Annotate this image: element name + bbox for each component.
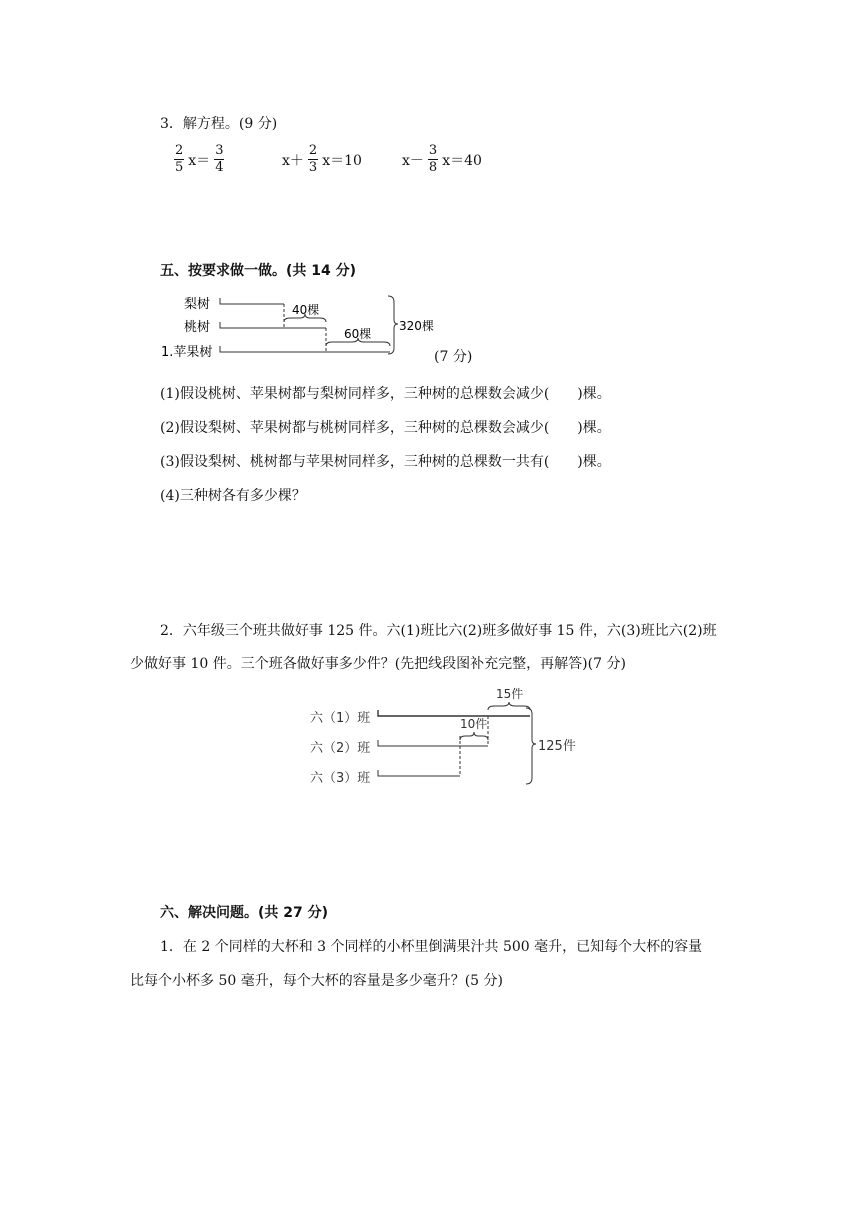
row-label-class-2: 六（2）班 (310, 741, 371, 756)
fraction: $\frac{2}{5}$ (175, 143, 184, 175)
section-6-title: 六、解决问题。(共 27 分) (160, 905, 329, 921)
peach-segment (220, 322, 326, 328)
section-5-title: 五、按要求做一做。(共 14 分) (160, 263, 357, 279)
row-label-class-1: 六（1）班 (310, 711, 371, 726)
row-label-apple: 1.苹果树 (161, 345, 213, 360)
brace-total-2 (526, 708, 536, 784)
equation-2: x＋ $\frac{2}{3}$ x＝10 (282, 143, 362, 175)
apple-segment (220, 346, 390, 352)
fraction: $\frac{3}{4}$ (215, 143, 224, 175)
row-label-peach: 桃树 (184, 320, 211, 335)
diff-label-60: 60棵 (344, 327, 372, 341)
question-3-title: 3．解方程。(9 分) (160, 116, 278, 132)
class-1-segment (378, 710, 530, 716)
class-3-segment (378, 770, 460, 776)
total-label: 320棵 (399, 319, 434, 333)
tree-line-diagram (150, 288, 480, 368)
item-1: (1)假设桃树、苹果树都与梨树同样多，三种树的总棵数会减少( )棵。 (160, 386, 611, 402)
class-line-diagram (300, 682, 600, 792)
class-2-segment (378, 740, 488, 746)
row-label-class-3: 六（3）班 (310, 771, 371, 786)
fraction: $\frac{2}{3}$ (308, 143, 318, 175)
question-2-line-1: 2．六年级三个班共做好事 125 件。六(1)班比六(2)班多做好事 15 件，六(3)班比六(2)班 (160, 623, 717, 639)
diff-label-15: 15件 (496, 687, 524, 701)
item-2: (2)假设梨树、苹果树都与桃树同样多，三种树的总棵数会减少( )棵。 (160, 420, 611, 436)
score-7: (7 分) (434, 349, 473, 365)
section-6-q1-line-1: 1．在 2 个同样的大杯和 3 个同样的小杯里倒满果汁共 500 毫升，已知每个大杯的容量 (160, 939, 703, 955)
brace-15 (488, 702, 530, 710)
total-label-125: 125件 (538, 739, 576, 754)
pear-segment (220, 298, 284, 304)
question-2-line-2: 少做好事 10 件。三个班各做好事多少件？(先把线段图补充完整，再解答)(7 分) (130, 656, 626, 672)
diff-label-40: 40棵 (292, 303, 320, 317)
brace-10 (460, 732, 488, 740)
diff-label-10: 10件 (460, 717, 488, 731)
section-6-q1-line-2: 比每个小杯多 50 毫升，每个大杯的容量是多少毫升？(5 分) (130, 973, 503, 989)
row-label-pear: 梨树 (184, 297, 211, 312)
equation-1: $\frac{2}{5}$ x＝ $\frac{3}{4}$ (175, 143, 224, 175)
item-3: (3)假设梨树、桃树都与苹果树同样多，三种树的总棵数一共有( )棵。 (160, 454, 611, 470)
item-4: (4)三种树各有多少棵？ (160, 488, 306, 504)
equation-3: x－ $\frac{3}{8}$ x＝40 (402, 143, 482, 175)
fraction: $\frac{3}{8}$ (428, 143, 438, 175)
